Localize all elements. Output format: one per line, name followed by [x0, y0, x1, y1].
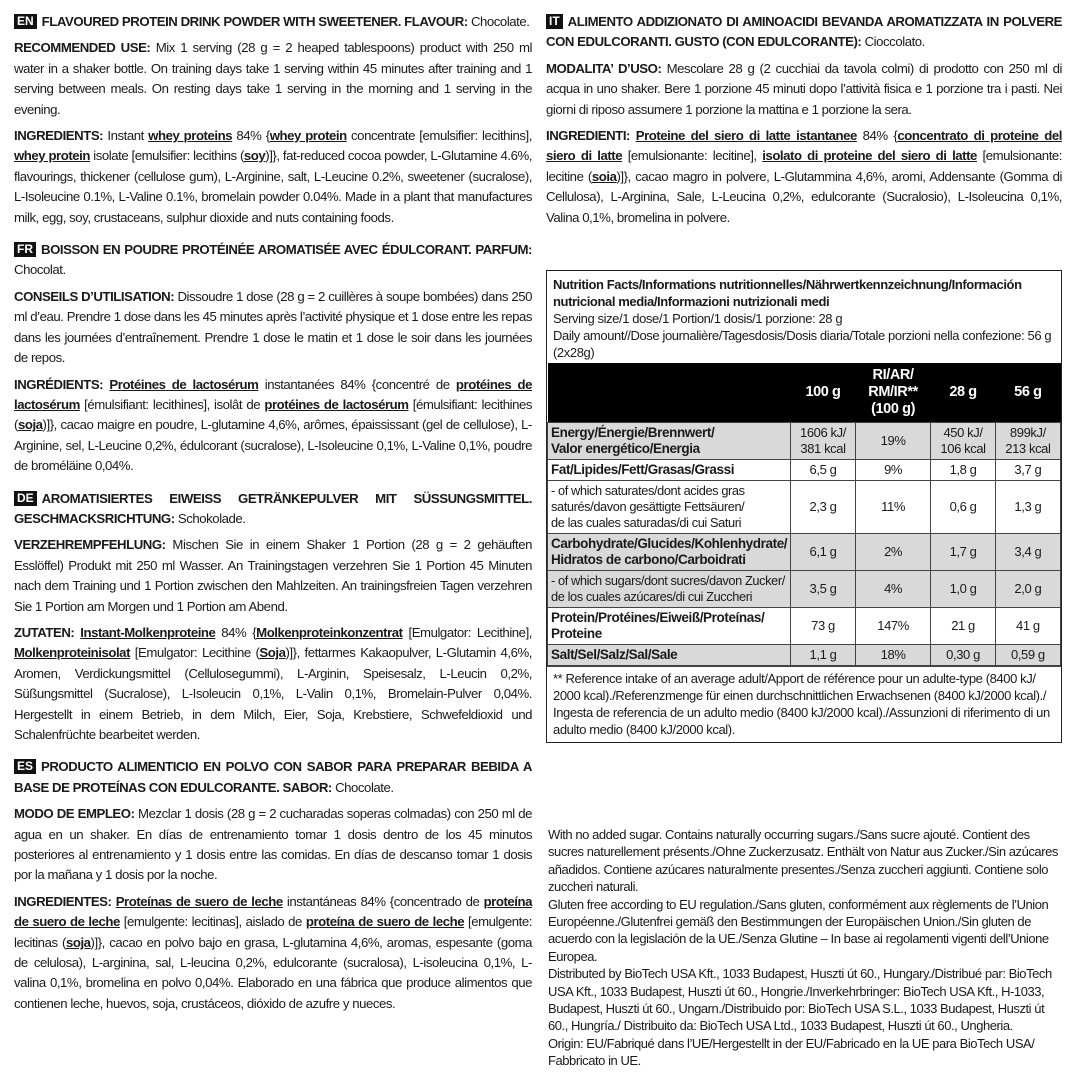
ingredient-text-run: [emulsionante: lecitine ( [546, 148, 1063, 184]
ingredient-text-run: [émulsifiant: lecithines], isolât de [79, 396, 265, 412]
nutrient-value: 0,30 g [931, 645, 995, 666]
nutrient-value: 11% [855, 481, 930, 534]
nutrient-value: 6,5 g [791, 460, 856, 481]
note-origin: Origin: EU/Fabriqué dans l’UE/Hergestellt in der EU/Fabricado en la UE para BioTech USA/ Fabbricato in UE. [548, 1035, 1035, 1069]
nutrient-value: 2,3 g [791, 481, 856, 534]
ingredient-text-run: Instant [103, 128, 149, 144]
ingredient-text-run: [emulgente: lecitinas], aislado de [119, 914, 306, 930]
usage-text: Mescolare 28 g (2 cucchiai da tavola colmi) di prodotto con 250 ml di acqua in uno shaker. Bere 1 porzione 45 minuti dopo l’attività fisica e 1 porzione tra i pasti. Nei giorni di riposo assumere 1 porzione la mattina e 1 porzione la sera. [546, 60, 1063, 117]
nutrition-row [548, 423, 1061, 460]
nutrient-value: 450 kJ/ 106 kcal [931, 423, 995, 460]
ingredient-text-run: 84% { [856, 128, 898, 144]
usage-text: Mix 1 serving (28 g = 2 heaped tablespoons) product with 250 ml water in a shaker bottle. On training days take 1 serving within 45 minutes after training and 1 serving between meals. On resting days take 1 serving in the morning and 1 serving in the evening. [14, 40, 532, 117]
flavour-value: Chocolate. [467, 14, 530, 29]
nutrition-row [548, 460, 1061, 481]
allergen-term: soy [243, 148, 266, 164]
nutrient-value: 4% [855, 571, 930, 608]
allergen-term: concentrato di proteine del siero di latte [546, 128, 1062, 164]
ingredient-text-run: )]}, fettarmes Kakaopulver, L-Glutamin 4,6%, Aromen, Verdickungsmittel (Cellulosegummi), L-Arginin, Speisesalz, L-Leucin 0,2%, Süßungsmittel (Sucralose), L-Isoleucin 0,1%, L-Valin 0,1%, Bromelain-Pulver 0,04%. Hergestellt in einem Betrieb, in dem Milch, Eier, Soja, Krebstiere, Schwefeldioxid und Schalenfrüchte bearbeitet werden. [14, 645, 532, 742]
nutrient-value: 899kJ/ 213 kcal [995, 423, 1060, 460]
nutrition-row [548, 571, 1061, 608]
allergen-term: soja [65, 934, 91, 950]
nutrient-value: 1,7 g [931, 534, 995, 571]
allergen-term: Molkenproteinkonzentrat [256, 624, 403, 640]
nutrition-row [548, 481, 1061, 534]
nutrient-value: 41 g [995, 608, 1060, 645]
ingredients-label: INGREDIENTS: [14, 128, 104, 144]
usage-text: Mezclar 1 dosis (28 g = 2 cucharadas soperas colmadas) con 250 ml de agua en un shaker. En días de entrenamiento tomar 1 dosis dentro de los 45 minutos posteriores al entrenamiento y 1 dosis entre las comidas. En días de descanso tomar 1 dosis por la mañana y 1 dosis por la noche. [14, 806, 533, 883]
ingredients-label: INGREDIENTES: [14, 893, 112, 909]
nutrition-row [548, 645, 1061, 666]
nutrient-value: 21 g [931, 608, 995, 645]
nutrition-grid [547, 363, 1061, 666]
nutrient-label: Protein/Protéines/Eiweiß/Proteínas/ Proteine [548, 608, 791, 645]
flavour-value: Schokolade. [174, 510, 246, 526]
nutrition-facts-table [546, 270, 1062, 743]
nutrient-value: 2,0 g [995, 571, 1060, 608]
note-distributor: Distributed by BioTech USA Kft., 1033 Budapest, Huszti út 60., Hungary./Distribué par: BioTech USA Kft., 1033 Budapest, Huszti út 60., Hongrie./Inverkehrbringer: BioTech USA Kft., H-1033, Budapest, Huszti út 60., Ungarn./Distribuido por: BioTech USA S.L., 1033 Budapest, Huszti út 60., Hungría./ Distribuito da: BioTech USA Ltd., 1033 Budapest, Huszti út 60., Ungheria. [548, 966, 1052, 1034]
column-header [548, 363, 791, 423]
ingredient-text-run: )]}, cacao magro in polvere, L-Glutammina 4,6%, aromi, Addensante (Gomma di Cellulosa), L-Arginina, Sale, L-Leucina 0,2%, edulcorante (Sucralosio), L-Isoleucina 0,1%, Valina 0,1%, bromelina in polvere. [546, 168, 1062, 225]
ingredients-text [14, 894, 532, 1011]
flavour-value: Chocolat. [14, 262, 66, 278]
ingredients-text [14, 625, 532, 742]
nutrient-label: Energy/Énergie/Brennwert/ Valor energético/Energia [548, 423, 791, 460]
allergen-term: Instant-Molkenproteine [80, 624, 216, 640]
ingredient-text-run: instantáneas 84% {concentrado de [282, 893, 484, 909]
flavour-value: Cioccolato. [861, 34, 925, 50]
nutrient-value: 3,7 g [995, 460, 1060, 481]
ingredient-text-run: concentrate [emulsifier: lecithins], [346, 128, 532, 144]
nutrient-value: 9% [855, 460, 930, 481]
nutrient-value: 6,1 g [791, 534, 856, 571]
allergen-term: protéines de lactosérum [264, 396, 409, 412]
usage-text: Mischen Sie in einem Shaker 1 Portion (28 g = 2 gehäuften Esslöffel) Produkt mit 250 ml Wasser. An Trainingstagen verzehren Sie 1 Portion 45 Minuten nach dem Training und 1 Portion zwischen den Mahlzeiten. An trainingsfreien Tagen verzehren Sie 1 Portion am Morgen und 1 Portion am Abend. [14, 537, 532, 614]
section-title: BOISSON EN POUDRE PROTÉINÉE AROMATISÉE AVEC ÉDULCORANT. PARFUM: [41, 242, 532, 258]
section-title: ALIMENTO ADDIZIONATO DI AMINOACIDI BEVANDA AROMATIZZATA IN POLVERE CON EDULCORANTI. GUSTO (CON EDULCORANTE): [546, 14, 1062, 50]
ingredient-text-run: )]}, fat-reduced cocoa powder, L-Glutamine 4.6%, flavourings, thickener (cellulose gum), L-Arginine, salt, L-Leucine 0.2%, sweetener (sucralose), L-Isoleucine 0.1%, L-Valine 0.1%, bromelain powder 0.04%. Made in a plant that manufactures milk, egg, soy, crustaceans, sulphur dioxide and nuts containing foods. [14, 148, 533, 225]
usage-label: RECOMMENDED USE: [14, 40, 151, 56]
ingredient-text-run: instantanées 84% {concentré de [258, 376, 456, 392]
ingredients-label: ZUTATEN: [14, 624, 75, 640]
nutrient-label: - of which saturates/dont acides gras saturés/davon gesättigte Fettsäuren/ de las cuales saturadas/di cui Saturi [548, 481, 791, 534]
allergen-term: proteína de suero de leche [305, 914, 465, 930]
ingredient-text-run: [Emulgator: Lecithine ( [130, 645, 260, 661]
nutrient-value: 3,4 g [995, 534, 1060, 571]
allergen-term: soja [17, 417, 43, 433]
nutrient-label: - of which sugars/dont sucres/davon Zucker/ de los cuales azúcares/di cui Zuccheri [548, 571, 791, 608]
nutrient-value: 1,0 g [931, 571, 995, 608]
allergen-term: Proteínas de suero de leche [115, 893, 283, 909]
note-sugar: With no added sugar. Contains naturally occurring sugars./Sans sucre ajouté. Contient des sucres naturellement présents./Ohne Zuckerzusatz. Enthält von Natur aus Zucker./Sin azúcares añadidos. Contiene azúcares naturalmente presentes./Senza zuccheri aggiunti. Contiene solo zuccheri naturali. [548, 827, 1058, 895]
lang-badge: DE [14, 491, 37, 506]
ingredient-text-run: isolate [emulsifier: lecithins ( [89, 148, 244, 164]
nutrition-row [548, 534, 1061, 571]
ingredient-text-run: 84% { [215, 624, 257, 640]
allergen-term: proteína de suero de leche [14, 893, 532, 930]
section-it [546, 12, 1062, 228]
usage-label: MODO DE EMPLEO: [14, 806, 135, 822]
nutrient-value: 147% [855, 608, 930, 645]
nutrient-value: 73 g [791, 608, 856, 645]
nutrient-value: 2% [855, 534, 930, 571]
reference-intake-footnote: ** Reference intake of an average adult/Apport de référence pour un adulte-type (8400 kJ/ 2000 kcal)./Referenzmenge für einen durchschnittlichen Erwachsenen (8400 kJ/2000 kcal)./ Ingesta de referencia de un adulto medio (8400 kJ/2000 kcal)./Assunzioni di riferimento di un adulto medio (8400 kJ/2000 kcal). [547, 666, 1061, 742]
nutrition-header [547, 271, 1061, 363]
allergen-term: soia [591, 168, 617, 184]
ingredients-label: INGREDIENTI: [546, 128, 630, 144]
daily-amount: Daily amount//Dose journalière/Tagesdosis/Dosis diaria/Totale porzioni nella confezione: 56 g (2x28g) [553, 328, 1052, 360]
allergen-term: Molkenproteinisolat [14, 645, 131, 661]
column-header: 28 g [931, 363, 995, 423]
ingredients-label: INGRÉDIENTS: [14, 376, 104, 392]
column-header: 56 g [995, 363, 1060, 423]
allergen-term: isolato di proteine del siero di latte [762, 148, 977, 164]
nutrient-value: 1,3 g [995, 481, 1060, 534]
lang-badge: IT [546, 14, 563, 29]
section-title: FLAVOURED PROTEIN DRINK POWDER WITH SWEETENER. FLAVOUR: [41, 14, 468, 29]
allergen-term: whey proteins [148, 128, 233, 144]
allergen-term: Soja [259, 645, 286, 661]
allergen-term: Proteine del siero di latte istantanee [635, 128, 857, 144]
allergen-term: Protéines de lactosérum [109, 376, 259, 392]
section-de [14, 489, 532, 746]
allergen-term: whey protein [14, 148, 90, 164]
column-header: 100 g [791, 363, 856, 423]
ingredient-text-run: [émulsifiant: lecithines ( [14, 396, 533, 433]
lang-badge: EN [14, 14, 37, 29]
flavour-value: Chocolate. [331, 779, 394, 795]
column-header: RI/AR/ RM/IR** (100 g) [855, 363, 930, 423]
usage-text: Dissoudre 1 dose (28 g = 2 cuillères à soupe bombées) dans 250 ml d’eau. Prendre 1 dose dans les 45 minutes après l’activité physique et 1 dose entre les repas dans les journées d’entraînement. Prendre 1 dose le matin et 1 dose le soir dans les journées de repos. [14, 288, 533, 366]
nutrient-value: 0,59 g [995, 645, 1060, 666]
nutrient-label: Carbohydrate/Glucides/Kohlenhydrate/ Hidratos de carbono/Carboidrati [548, 534, 791, 571]
nutrition-title: Nutrition Facts/Informations nutritionnelles/Nährwertkennzeichnung/Información nutricional media/Informazioni nutrizionali medi [553, 277, 1022, 309]
nutrient-value: 0,6 g [931, 481, 995, 534]
nutrition-header-row [548, 363, 1061, 423]
nutrient-value: 19% [855, 423, 930, 460]
ingredient-text-run: 84% { [232, 128, 270, 144]
section-fr [14, 240, 532, 476]
usage-label: VERZEHREMPFEHLUNG: [14, 537, 166, 553]
section-es [14, 757, 532, 1014]
usage-label: CONSEILS D’UTILISATION: [14, 288, 175, 304]
allergen-term: protéines de lactosérum [14, 376, 533, 412]
nutrient-label: Salt/Sel/Salz/Sal/Sale [548, 645, 791, 666]
right-column [546, 12, 1062, 240]
lang-badge: ES [14, 759, 36, 774]
lang-badge: FR [14, 242, 36, 257]
section-title: PRODUCTO ALIMENTICIO EN POLVO CON SABOR PARA PREPARAR BEBIDA A BASE DE PROTEÍNAS CON EDULCORANTE. SABOR: [14, 759, 532, 795]
additional-notes [548, 826, 1062, 1070]
nutrient-value: 3,5 g [791, 571, 856, 608]
ingredient-text-run: )]}, cacao en polvo bajo en grasa, L-glutamina 4,6%, aromas, espesante (goma de celulosa), L-arginina, sal, L-leucina 0,2%, edulcorante (sucralosa), L-isoleucina 0,1%, L-valina 0,1%, bromelina en polvo 0,04%. Elaborado en una fábrica que produce alimentos que contienen leche, huevos, soja, crustáceos, dióxido de azufre y nueces. [14, 934, 533, 1011]
ingredient-text-run: )]}, cacao maigre en poudre, L-glutamine 4,6%, arômes, épaississant (gel de cellulose), L-Arginine, sel, L-Leucine 0,2%, édulcorant (sucralose), L-Isoleucine 0,1%, L-Valine 0,1%, poudre de broméläine 0,04%. [14, 417, 532, 474]
nutrient-label: Fat/Lipides/Fett/Grasas/Grassi [548, 460, 791, 481]
nutrient-value: 1606 kJ/ 381 kcal [791, 423, 856, 460]
note-gluten: Gluten free according to EU regulation./Sans gluten, conformément aux règlements de l’Union Européenne./Glutenfrei gemäß den Bestimmungen der Europäischen Union./Sin gluten de acuerdo con la legislación de la UE./Senza Glutine – In base ai regolamenti vigenti dell’Unione Europea. [548, 896, 1049, 964]
section-title: AROMATISIERTES EIWEISS GETRÄNKEPULVER MIT SÜSSUNGSMITTEL. GESCHMACKSRICHTUNG: [14, 490, 532, 526]
nutrient-value: 18% [855, 645, 930, 666]
allergen-term: whey protein [269, 128, 347, 144]
left-column [14, 12, 532, 1026]
serving-size: Serving size/1 dose/1 Portion/1 dosis/1 porzione: 28 g [553, 311, 843, 326]
nutrient-value: 1,1 g [791, 645, 856, 666]
usage-label: MODALITA’ D’USO: [546, 60, 662, 76]
ingredient-text-run: [emulsionante: lecitine], [622, 148, 763, 164]
section-en [14, 12, 532, 228]
nutrient-value: 1,8 g [931, 460, 995, 481]
ingredient-text-run: [Emulgator: Lecithine], [402, 624, 532, 640]
nutrition-body [548, 423, 1061, 666]
nutrition-row [548, 608, 1061, 645]
ingredient-text-run: [emulgente: lecitinas ( [14, 914, 532, 950]
